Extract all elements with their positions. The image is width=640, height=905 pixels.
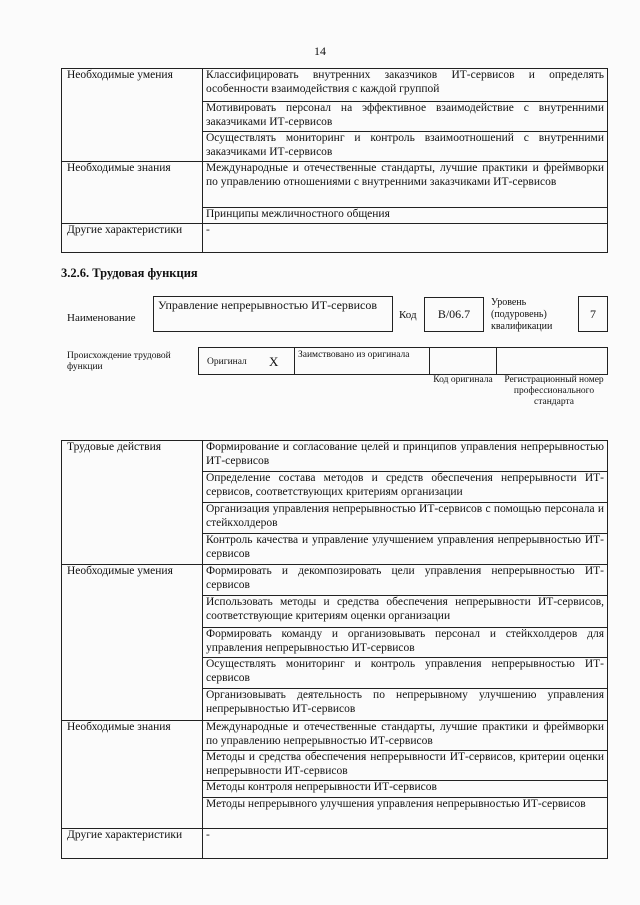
row-label: Необходимые знания — [62, 721, 203, 829]
table-cell: Методы и средства обеспечения непрерывности ИТ-сервисов, критерии оценки непрерывности ИТ-сервисов — [203, 751, 608, 781]
original-mark: X — [269, 354, 279, 369]
original-label: Оригинал — [207, 357, 247, 367]
table-cell: Международные и отечественные стандарты, лучшие практики и фреймворки по управлению непрерывностью ИТ-сервисов — [203, 721, 608, 751]
table-cell: - — [203, 829, 608, 859]
divider — [294, 347, 295, 375]
labor-function-table — [61, 440, 608, 859]
divider — [496, 347, 497, 375]
table-row — [62, 224, 608, 253]
table-cell: Формирование и согласование целей и принципов управления непрерывностью ИТ-сервисов — [203, 441, 608, 472]
section-title: 3.2.6. Трудовая функция — [61, 266, 198, 280]
row-label: Необходимые знания — [62, 162, 203, 224]
table-cell: Мотивировать персонал на эффективное взаимодействие с внутренними заказчиками ИТ-сервисов — [203, 102, 608, 132]
row-label: Другие характеристики — [62, 829, 203, 859]
name-value: Управление непрерывностью ИТ-сервисов — [153, 296, 393, 332]
name-label: Наименование — [67, 312, 136, 324]
level-value: 7 — [578, 296, 608, 332]
borrowed-label: Заимствовано из оригинала — [298, 350, 410, 360]
table-cell: - — [203, 224, 608, 253]
origin-label: Происхождение трудовой функции — [67, 351, 171, 372]
table-row — [62, 829, 608, 859]
table-row — [62, 69, 608, 102]
skills-knowledge-table-top — [61, 68, 608, 253]
table-cell: Классифицировать внутренних заказчиков ИТ-сервисов и определять особенности взаимодействия с каждой группой — [203, 69, 608, 102]
code-label: Код — [399, 309, 417, 321]
table-cell: Осуществлять мониторинг и контроль управления непрерывностью ИТ-сервисов — [203, 658, 608, 689]
reg-number-caption: Регистрационный номер профессионального стандарта — [504, 375, 604, 407]
level-label: Уровень (подуровень) квалификации — [491, 297, 553, 332]
table-cell: Использовать методы и средства обеспечения непрерывности ИТ-сервисов, соответствующие критериям оценки организации — [203, 596, 608, 628]
table-cell: Принципы межличностного общения — [203, 208, 608, 224]
row-label: Трудовые действия — [62, 441, 203, 565]
code-original-caption: Код оригинала — [433, 375, 493, 385]
table-cell: Формировать и декомпозировать цели управления непрерывностью ИТ-сервисов — [203, 565, 608, 596]
page-number: 14 — [314, 44, 326, 58]
table-row — [62, 441, 608, 472]
table-cell: Методы непрерывного улучшения управления непрерывностью ИТ-сервисов — [203, 798, 608, 829]
origin-box — [198, 347, 608, 375]
table-cell: Определение состава методов и средств обеспечения непрерывности ИТ-сервисов, соответствующих критериям организации — [203, 472, 608, 503]
table-cell: Методы контроля непрерывности ИТ-сервисов — [203, 781, 608, 798]
table-row — [62, 162, 608, 208]
table-cell: Контроль качества и управление улучшением управления непрерывностью ИТ-сервисов — [203, 534, 608, 565]
code-value: B/06.7 — [424, 297, 484, 332]
table-cell: Осуществлять мониторинг и контроль взаимоотношений с внутренними заказчиками ИТ-сервисов — [203, 132, 608, 162]
table-cell: Организовывать деятельность по непрерывному улучшению управления непрерывностью ИТ-сервисов — [203, 689, 608, 721]
divider — [429, 347, 430, 375]
table-cell: Международные и отечественные стандарты, лучшие практики и фреймворки по управлению отношениями с внутренними заказчиками ИТ-сервисов — [203, 162, 608, 208]
table-row — [62, 565, 608, 596]
row-label: Другие характеристики — [62, 224, 203, 253]
row-label: Необходимые умения — [62, 565, 203, 721]
table-cell: Формировать команду и организовывать персонал и стейкхолдеров для управления непрерывностью ИТ-сервисов — [203, 628, 608, 658]
table-cell: Организация управления непрерывностью ИТ-сервисов с помощью персонала и стейкхолдеров — [203, 503, 608, 534]
table-row — [62, 721, 608, 751]
row-label: Необходимые умения — [62, 69, 203, 162]
